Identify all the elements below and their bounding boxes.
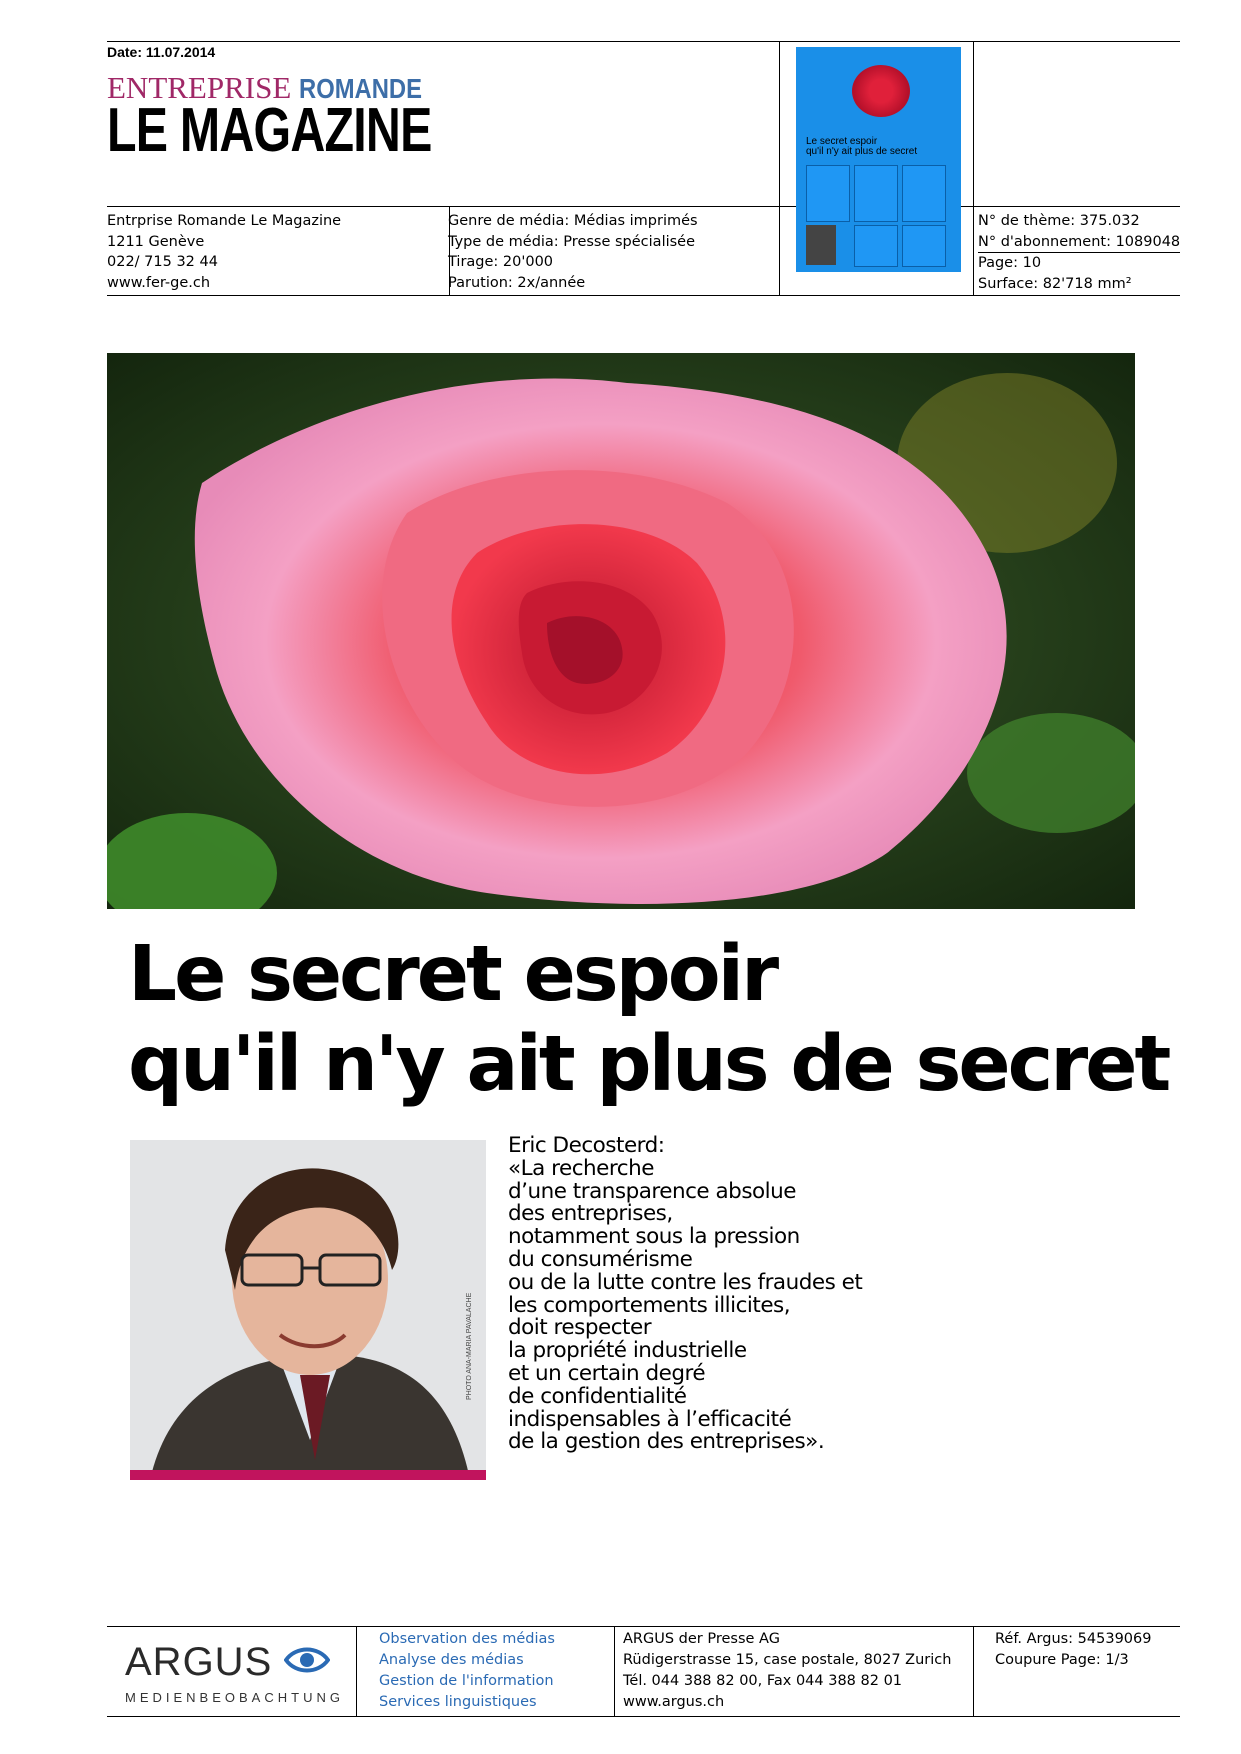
argus-ref-number: Réf. Argus: 54539069 <box>995 1631 1152 1647</box>
meta-divider <box>779 41 780 295</box>
quote-line: doit respecter <box>508 1315 652 1341</box>
quote-line: des entreprises, <box>508 1201 673 1227</box>
service-item: Gestion de l'information <box>379 1673 554 1689</box>
page-thumbnail <box>796 47 961 277</box>
magazine-logo-main: LE MAGAZINE <box>107 96 432 165</box>
argus-logo <box>125 1640 330 1685</box>
footer-divider <box>356 1626 357 1716</box>
argus-services <box>379 1629 555 1713</box>
quote-line: indispensables à l’efficacité <box>508 1406 792 1432</box>
thumbnail-text-column <box>806 165 850 222</box>
thumbnail-rose-image <box>852 65 910 117</box>
company-name: ARGUS der Presse AG <box>623 1631 780 1647</box>
meta-divider <box>973 41 974 295</box>
quote-line: du consumérisme <box>508 1246 693 1272</box>
media-frequency: Parution: 2x/année <box>448 274 586 291</box>
rose-photo <box>107 353 1135 909</box>
quote-line: Eric Decosterd: <box>508 1133 665 1158</box>
clipping-page: Coupure Page: 1/3 <box>995 1652 1129 1668</box>
article-headline <box>128 930 1168 1110</box>
company-website: www.argus.ch <box>623 1694 725 1710</box>
publisher-website: www.fer-ge.ch <box>107 274 211 291</box>
page-number: Page: 10 <box>978 255 1042 271</box>
author-portrait <box>130 1140 486 1480</box>
quote-line: «La recherche <box>508 1155 654 1181</box>
media-info <box>448 211 698 293</box>
argus-eye-icon <box>284 1643 330 1677</box>
company-phone: Tél. 044 388 82 00, Fax 044 388 82 01 <box>623 1673 903 1689</box>
subscription-number: N° d'abonnement: 1089048 <box>978 232 1180 254</box>
portrait-illustration <box>130 1140 486 1480</box>
media-genre: Genre de média: Médias imprimés <box>448 213 698 229</box>
top-rule <box>107 41 1180 42</box>
thumbnail-caption-line: qu'il n'y ait plus de secret <box>806 146 918 157</box>
service-item: Services linguistiques <box>379 1694 537 1710</box>
service-item: Analyse des médias <box>379 1652 524 1668</box>
rose-illustration <box>107 353 1135 909</box>
publisher-name: Entrprise Romande Le Magazine <box>107 213 342 229</box>
quote-line: d’une transparence absolue <box>508 1178 796 1204</box>
thumbnail-portrait <box>806 225 836 265</box>
logo-entreprise: ENTREPRISE <box>107 70 292 105</box>
headline-line-2: qu'il n'y ait plus de secret <box>128 1020 1169 1109</box>
photo-credit: PHOTO ANA-MARIA PAVALACHE <box>466 1292 473 1400</box>
argus-tagline: MEDIENBEOBACHTUNG <box>125 1690 344 1705</box>
service-item: Observation des médias <box>379 1631 555 1647</box>
meta-bottom-rule <box>107 295 1180 296</box>
publication-date: Date: 11.07.2014 <box>107 44 216 60</box>
footer-divider <box>614 1626 615 1716</box>
publisher-phone: 022/ 715 32 44 <box>107 254 218 270</box>
logo-romande: ROMANDE <box>299 73 423 104</box>
thumbnail-text-column <box>902 165 946 222</box>
argus-address <box>623 1629 951 1713</box>
media-circulation: Tirage: 20'000 <box>448 254 554 270</box>
footer-divider <box>973 1626 974 1716</box>
publisher-city: 1211 Genève <box>107 233 205 250</box>
thumbnail-text-column <box>854 225 898 267</box>
footer-top-rule <box>107 1626 1180 1627</box>
footer-bottom-rule <box>107 1716 1180 1717</box>
article-quote <box>508 1135 862 1454</box>
quote-line: les comportements illicites, <box>508 1292 791 1318</box>
meta-top-rule <box>107 206 1180 207</box>
headline-line-1: Le secret espoir <box>128 930 777 1019</box>
theme-number: N° de thème: 375.032 <box>978 213 1140 229</box>
thumbnail-caption-line: Le secret espoir <box>806 136 878 147</box>
portrait-accent-bar <box>130 1470 486 1480</box>
quote-line: et un certain degré <box>508 1360 706 1386</box>
thumbnail-text-column <box>854 165 898 222</box>
thumbnail-caption <box>806 137 917 157</box>
quote-line: de confidentialité <box>508 1383 687 1409</box>
quote-line: notamment sous la pression <box>508 1224 800 1250</box>
quote-line: la propriété industrielle <box>508 1338 747 1364</box>
argus-reference <box>995 1629 1151 1671</box>
media-type: Type de média: Presse spécialisée <box>448 233 696 250</box>
publisher-info <box>107 211 341 293</box>
surface-area: Surface: 82'718 mm² <box>978 275 1132 292</box>
thumbnail-text-column <box>902 225 946 267</box>
company-street: Rüdigerstrasse 15, case postale, 8027 Zurich <box>623 1652 952 1668</box>
quote-line: de la gestion des entreprises». <box>508 1429 825 1455</box>
argus-wordmark: ARGUS <box>125 1640 273 1684</box>
clipping-info <box>978 211 1180 294</box>
quote-line: ou de la lutte contre les fraudes et <box>508 1269 863 1295</box>
